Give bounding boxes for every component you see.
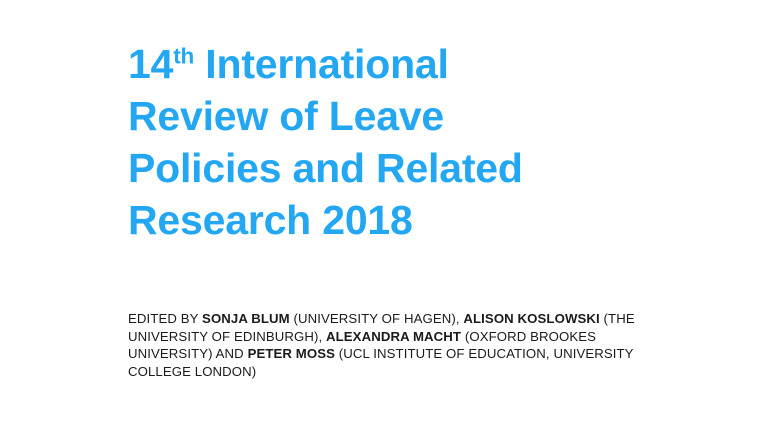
editor-affiliation-1: (UNIVERSITY OF HAGEN), <box>289 311 464 327</box>
title-number: 14 <box>128 41 174 87</box>
editor-affiliation-3: (OXFORD BROOKES UNIVERSITY) AND <box>128 328 597 362</box>
title-line-1 <box>128 38 728 90</box>
credit-prefix: EDITED BY <box>128 311 203 327</box>
editor-name-1: SONJA BLUM <box>202 311 290 327</box>
title-line-1-rest: International <box>194 41 449 87</box>
editor-name-3: ALEXANDRA MACHT <box>326 328 462 344</box>
editor-affiliation-4: (UCL INSTITUTE OF EDUCATION, UNIVERSITY COLLEGE LONDON) <box>128 346 634 379</box>
editor-name-2: ALISON KOSLOWSKI <box>463 311 600 327</box>
title-ordinal-suffix: th <box>173 43 195 69</box>
title-line-2: Review of Leave <box>128 93 445 139</box>
title-line-4: Research 2018 <box>128 197 413 243</box>
editor-name-4: PETER MOSS <box>247 346 336 362</box>
editor-affiliation-2: (THE UNIVERSITY OF EDINBURGH), <box>128 311 635 344</box>
title-line-3: Policies and Related <box>128 145 523 191</box>
editors-credit <box>128 310 658 380</box>
page-title <box>128 38 728 246</box>
